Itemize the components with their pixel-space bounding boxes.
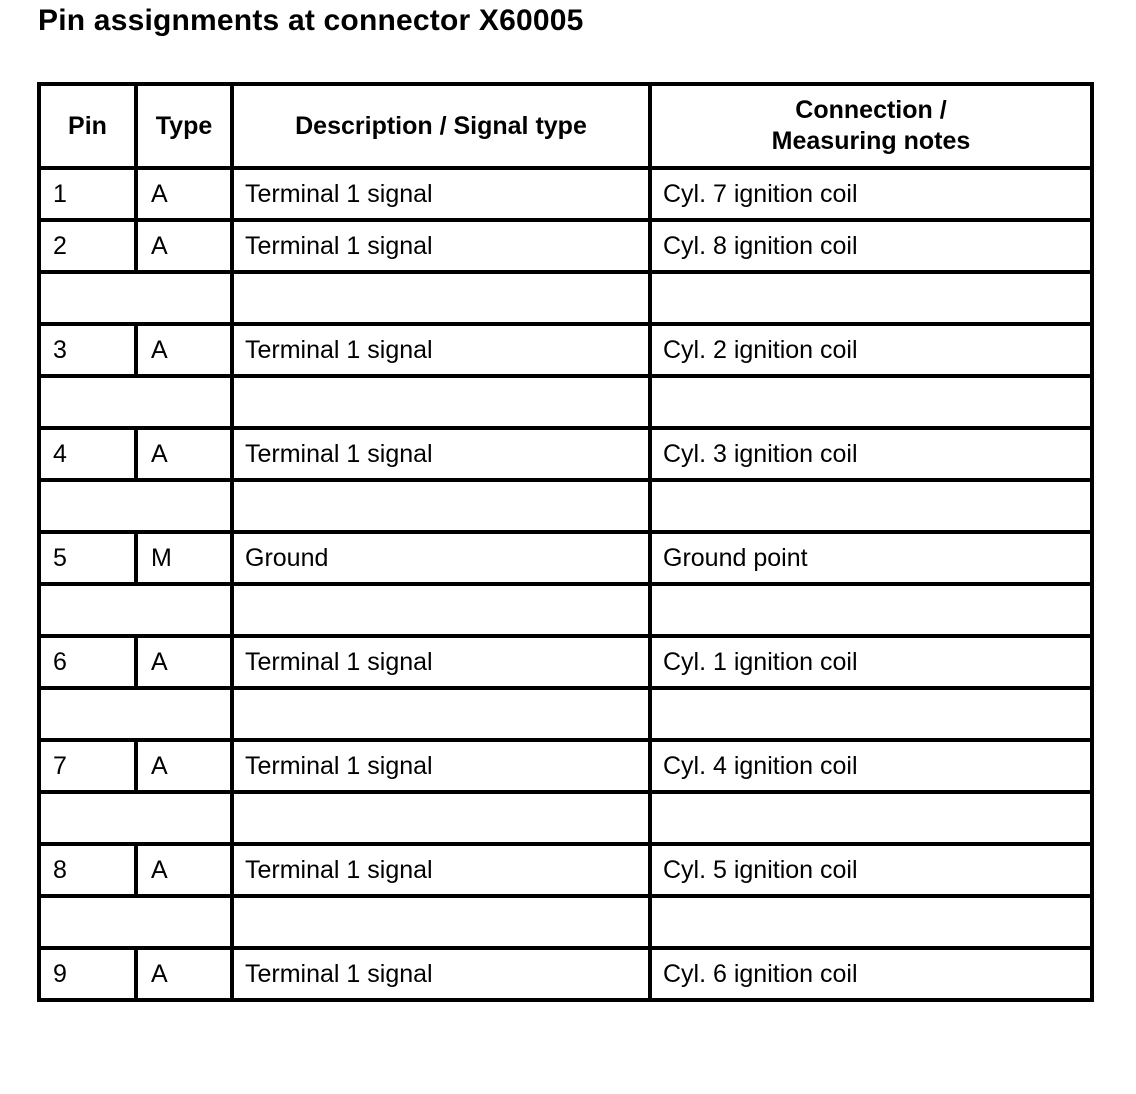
pin-cell: 9 bbox=[39, 948, 136, 1000]
empty-cell bbox=[650, 792, 1092, 844]
type-cell: A bbox=[136, 636, 232, 688]
empty-cell bbox=[650, 688, 1092, 740]
type-cell: A bbox=[136, 948, 232, 1000]
column-header-pin: Pin bbox=[39, 84, 136, 168]
type-cell: M bbox=[136, 532, 232, 584]
empty-cell bbox=[39, 272, 136, 324]
connection-cell: Cyl. 3 ignition coil bbox=[650, 428, 1092, 480]
type-cell: A bbox=[136, 220, 232, 272]
spacer-row bbox=[39, 376, 1092, 428]
connection-cell: Cyl. 8 ignition coil bbox=[650, 220, 1092, 272]
empty-cell bbox=[136, 584, 232, 636]
type-cell: A bbox=[136, 740, 232, 792]
spacer-row bbox=[39, 272, 1092, 324]
table-row bbox=[39, 844, 1092, 896]
table-row bbox=[39, 324, 1092, 376]
table-row bbox=[39, 168, 1092, 220]
pin-cell: 3 bbox=[39, 324, 136, 376]
column-header-type: Type bbox=[136, 84, 232, 168]
type-cell: A bbox=[136, 844, 232, 896]
pin-assignment-table bbox=[37, 82, 1094, 1002]
pin-cell: 1 bbox=[39, 168, 136, 220]
empty-cell bbox=[39, 896, 136, 948]
table-row bbox=[39, 948, 1092, 1000]
empty-cell bbox=[650, 480, 1092, 532]
empty-cell bbox=[39, 376, 136, 428]
page-title: Pin assignments at connector X60005 bbox=[38, 4, 584, 37]
table-row bbox=[39, 428, 1092, 480]
column-header-description: Description / Signal type bbox=[232, 84, 650, 168]
empty-cell bbox=[39, 584, 136, 636]
type-cell: A bbox=[136, 168, 232, 220]
connection-cell: Cyl. 5 ignition coil bbox=[650, 844, 1092, 896]
empty-cell bbox=[232, 688, 650, 740]
pin-cell: 6 bbox=[39, 636, 136, 688]
spacer-row bbox=[39, 792, 1092, 844]
description-cell: Terminal 1 signal bbox=[232, 168, 650, 220]
connection-cell: Cyl. 6 ignition coil bbox=[650, 948, 1092, 1000]
description-cell: Terminal 1 signal bbox=[232, 844, 650, 896]
empty-cell bbox=[232, 896, 650, 948]
empty-cell bbox=[39, 480, 136, 532]
description-cell: Ground bbox=[232, 532, 650, 584]
empty-cell bbox=[232, 480, 650, 532]
connection-cell: Cyl. 7 ignition coil bbox=[650, 168, 1092, 220]
empty-cell bbox=[232, 376, 650, 428]
spacer-row bbox=[39, 480, 1092, 532]
spacer-row bbox=[39, 688, 1092, 740]
type-cell: A bbox=[136, 324, 232, 376]
empty-cell bbox=[39, 688, 136, 740]
empty-cell bbox=[136, 376, 232, 428]
empty-cell bbox=[650, 272, 1092, 324]
table-row bbox=[39, 532, 1092, 584]
description-cell: Terminal 1 signal bbox=[232, 324, 650, 376]
spacer-row bbox=[39, 896, 1092, 948]
empty-cell bbox=[650, 896, 1092, 948]
empty-cell bbox=[650, 584, 1092, 636]
table-body bbox=[39, 168, 1092, 1000]
empty-cell bbox=[136, 792, 232, 844]
connection-cell: Ground point bbox=[650, 532, 1092, 584]
empty-cell bbox=[136, 272, 232, 324]
table-row bbox=[39, 220, 1092, 272]
empty-cell bbox=[136, 480, 232, 532]
table-row bbox=[39, 740, 1092, 792]
empty-cell bbox=[136, 688, 232, 740]
empty-cell bbox=[232, 272, 650, 324]
spacer-row bbox=[39, 584, 1092, 636]
column-header-connection: Connection / Measuring notes bbox=[650, 84, 1092, 168]
description-cell: Terminal 1 signal bbox=[232, 740, 650, 792]
connection-cell: Cyl. 2 ignition coil bbox=[650, 324, 1092, 376]
empty-cell bbox=[39, 792, 136, 844]
description-cell: Terminal 1 signal bbox=[232, 948, 650, 1000]
pin-cell: 4 bbox=[39, 428, 136, 480]
description-cell: Terminal 1 signal bbox=[232, 636, 650, 688]
table-header-row bbox=[39, 84, 1092, 168]
empty-cell bbox=[232, 792, 650, 844]
description-cell: Terminal 1 signal bbox=[232, 220, 650, 272]
table-row bbox=[39, 636, 1092, 688]
empty-cell bbox=[650, 376, 1092, 428]
type-cell: A bbox=[136, 428, 232, 480]
pin-cell: 5 bbox=[39, 532, 136, 584]
connection-cell: Cyl. 4 ignition coil bbox=[650, 740, 1092, 792]
pin-cell: 7 bbox=[39, 740, 136, 792]
pin-cell: 2 bbox=[39, 220, 136, 272]
empty-cell bbox=[232, 584, 650, 636]
empty-cell bbox=[136, 896, 232, 948]
description-cell: Terminal 1 signal bbox=[232, 428, 650, 480]
connection-cell: Cyl. 1 ignition coil bbox=[650, 636, 1092, 688]
pin-cell: 8 bbox=[39, 844, 136, 896]
